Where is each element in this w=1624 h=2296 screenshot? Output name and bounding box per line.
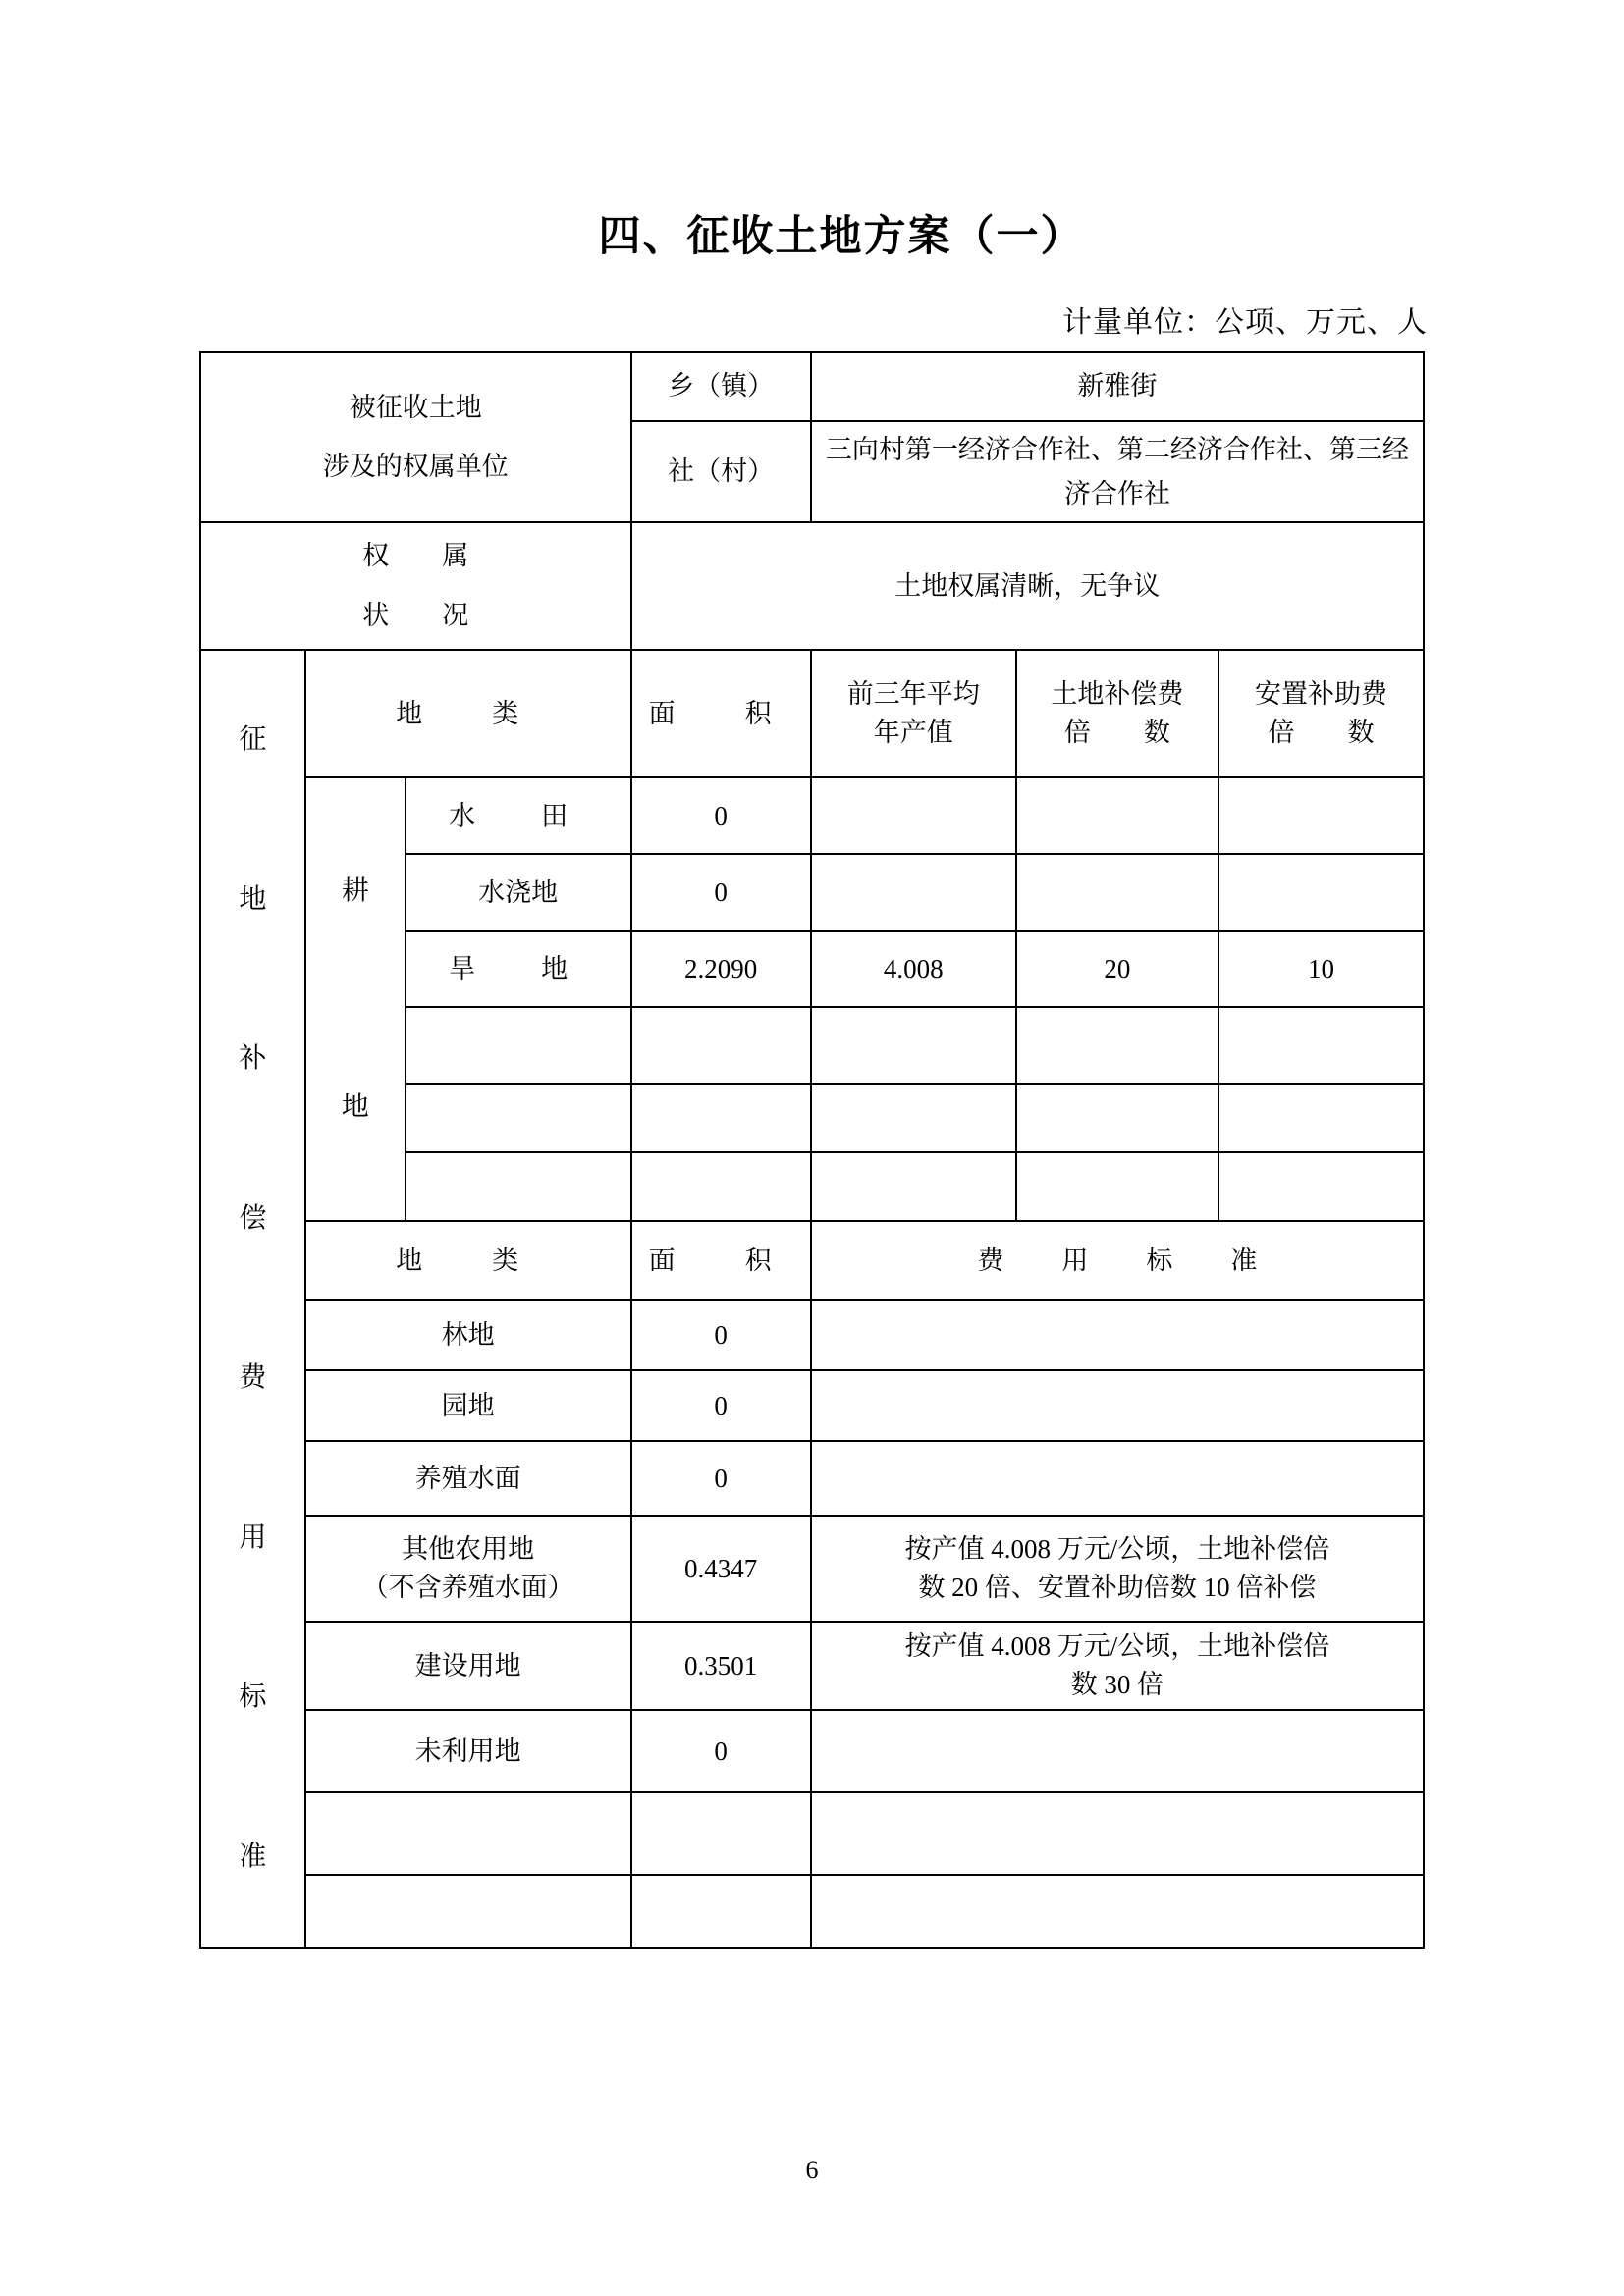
land-multiple-cell [1016,1007,1218,1084]
header-land-comp-line1: 土地补偿费 [1051,678,1184,709]
land-multiple-cell: 20 [1016,931,1218,1007]
area-cell [631,1875,811,1948]
area-cell [631,1152,811,1221]
resettle-multiple-cell [1218,1084,1424,1152]
fee-standard-cell [811,1622,1424,1710]
page-title: 四、征收土地方案（一） [598,212,1085,261]
fee-standard-cell [811,1516,1424,1622]
land-type-cell: 建设用地 [305,1622,631,1710]
avg-output-cell [811,1152,1016,1221]
header-avg-output-line1: 前三年平均 [846,678,980,709]
header-area: 面 积 [631,650,811,777]
ownership-label-line2: 涉及的权属单位 [322,451,509,481]
resettle-multiple-cell [1218,854,1424,931]
fee-standard-cell [811,1792,1424,1875]
land-acquisition-table-wrapper [199,351,1425,1949]
resettle-multiple-cell: 10 [1218,931,1424,1007]
land-type-cell [406,1152,631,1221]
avg-output-cell [811,1007,1016,1084]
avg-output-cell [811,854,1016,931]
land-type-cell: 园地 [305,1370,631,1441]
fee-standard-cell [811,1300,1424,1370]
ownership-status-value: 土地权属清晰，无争议 [631,522,1424,650]
fee-standard-line1: 按产值 4.008 万元/公顷，土地补偿倍 [904,1631,1330,1662]
land-multiple-cell [1016,1084,1218,1152]
side-label-char-3: 偿 [239,1202,267,1234]
measurement-unit-note: 计量单位：公项、万元、人 [1062,306,1428,339]
area-cell: 0.3501 [631,1622,811,1710]
resettle-multiple-cell [1218,777,1424,854]
side-label-char-0: 征 [239,724,267,756]
area-cell: 0.4347 [631,1516,811,1622]
header-land-compensation [1016,650,1218,777]
header-avg-output-line2: 年产值 [873,718,953,748]
area-cell: 0 [631,854,811,931]
township-label-cell: 乡（镇） [631,352,811,421]
fee-standard-line2: 数 30 倍 [1070,1670,1164,1700]
area-cell: 0 [631,1370,811,1441]
side-label-char-1: 地 [239,883,267,915]
area-cell [631,1007,811,1084]
table-row [200,1370,1424,1441]
header2-land-type: 地 类 [305,1221,631,1300]
table-row [200,1441,1424,1516]
header-resettle-line2: 倍 数 [1268,718,1375,748]
status-label-line2: 状 况 [362,600,469,630]
land-multiple-cell [1016,854,1218,931]
land-type-cell: 林地 [305,1300,631,1370]
resettle-multiple-cell [1218,1007,1424,1084]
ownership-label-line1: 被征收土地 [349,393,482,423]
area-cell: 0 [631,1300,811,1370]
side-label-char-2: 补 [239,1043,267,1075]
land-type-cell [406,1007,631,1084]
side-label-char-5: 用 [239,1522,267,1553]
village-value-cell: 三向村第一经济合作社、第二经济合作社、第三经济合作社 [811,421,1424,522]
area-cell [631,1792,811,1875]
header-resettlement-subsidy [1218,650,1424,777]
fee-standard-cell [811,1710,1424,1792]
cultivated-label-char-1: 地 [341,1091,369,1122]
table-row-ownership-status [200,522,1424,650]
compensation-side-label [200,650,305,1948]
table-row [200,1300,1424,1370]
ownership-row-label [200,352,631,522]
land-type-cell [305,1792,631,1875]
area-cell: 0 [631,777,811,854]
fee-standard-cell [811,1875,1424,1948]
table-row [200,1875,1424,1948]
table-row [200,1516,1424,1622]
fee-standard-cell [811,1441,1424,1516]
cultivated-label-char-0: 耕 [341,875,369,906]
avg-output-cell: 4.008 [811,931,1016,1007]
table-row [200,1622,1424,1710]
land-acquisition-table [199,351,1425,1949]
land-type-cell: 养殖水面 [305,1441,631,1516]
village-label-cell: 社（村） [631,421,811,522]
header-avg-output [811,650,1016,777]
table-row [200,1710,1424,1792]
land-type-cell: 水 田 [406,777,631,854]
side-label-char-6: 标 [239,1682,267,1713]
table-row [200,1792,1424,1875]
side-label-char-7: 准 [239,1841,267,1872]
fee-standard-cell [811,1370,1424,1441]
area-cell [631,1084,811,1152]
header-land-comp-line2: 倍 数 [1063,718,1170,748]
avg-output-cell [811,1084,1016,1152]
table-row-second-headers [200,1221,1424,1300]
land-type-cell [305,1516,631,1622]
cultivated-land-side-label [305,777,406,1221]
area-cell: 0 [631,1441,811,1516]
land-multiple-cell [1016,777,1218,854]
ownership-status-label [200,522,631,650]
table-row [200,777,1424,854]
land-type-cell: 未利用地 [305,1710,631,1792]
land-type-cell: 水浇地 [406,854,631,931]
area-cell: 2.2090 [631,931,811,1007]
land-multiple-cell [1016,1152,1218,1221]
area-cell: 0 [631,1710,811,1792]
land-type-line1: 其他农用地 [402,1534,535,1565]
land-type-cell: 旱 地 [406,931,631,1007]
header-resettle-line1: 安置补助费 [1255,678,1388,709]
fee-standard-line1: 按产值 4.008 万元/公顷，土地补偿倍 [904,1534,1330,1565]
side-label-char-4: 费 [239,1362,267,1394]
table-row-compensation-headers [200,650,1424,777]
fee-standard-line2: 数 20 倍、安置补助倍数 10 倍补偿 [918,1573,1317,1603]
township-value-cell: 新雅街 [811,352,1424,421]
page-number: 6 [805,2156,819,2184]
table-row-township [200,352,1424,421]
land-type-cell [406,1084,631,1152]
avg-output-cell [811,777,1016,854]
land-type-line2: （不含养殖水面） [361,1573,574,1603]
status-label-line1: 权 属 [362,541,469,571]
header2-fee-standard: 费 用 标 准 [811,1221,1424,1300]
header-land-type: 地 类 [305,650,631,777]
header2-area: 面 积 [631,1221,811,1300]
land-type-cell [305,1875,631,1948]
resettle-multiple-cell [1218,1152,1424,1221]
